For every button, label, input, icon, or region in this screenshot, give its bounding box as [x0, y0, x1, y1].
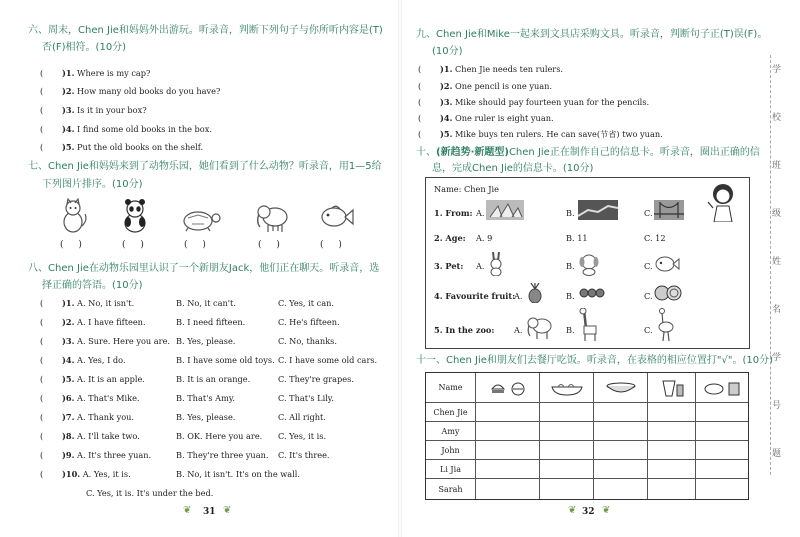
table-header-food — [476, 373, 540, 403]
option-b[interactable]: B. — [566, 325, 575, 335]
check-cell[interactable] — [540, 422, 594, 441]
sec7-heading-line1: 七、Chen Jie和妈妈来到了动物乐园，她们看到了什么动物？听录音，用1—5给 — [28, 161, 382, 172]
list-item: )5. Mike buys ten rulers. He can save(节省) two yuan. — [440, 129, 663, 139]
list-item: )8. A. I'll take two. — [62, 431, 140, 441]
option-a[interactable]: A. — [514, 325, 523, 335]
bridge-icon — [654, 200, 684, 220]
rabbit-icon — [486, 250, 506, 276]
list-item: )10. A. Yes, it is. — [62, 469, 131, 479]
option-b: B. No, it can't. — [176, 298, 236, 308]
sec9-heading-line1: 九、Chen Jie和Mike一起来到文具店采购文具。听录音，判断句子正(T)误(F)。 — [416, 29, 768, 40]
table-row-name: Sarah — [426, 479, 476, 499]
list-item: )1. Chen Jie needs ten rulers. — [440, 64, 564, 74]
check-cell[interactable] — [540, 460, 594, 479]
option-b: B. Yes, please. — [176, 336, 236, 346]
list-item: )7. A. Thank you. — [62, 412, 135, 422]
answer-slot[interactable]: ( ) — [258, 240, 286, 250]
list-item: )1. Where is my cap? — [62, 68, 151, 78]
orange-icon — [654, 284, 682, 302]
table-header-food — [648, 373, 696, 403]
sec8-heading-line2: 择正确的答语。(10分) — [42, 280, 143, 291]
margin-char: 学 — [772, 65, 782, 75]
list-item: ( — [40, 142, 44, 152]
check-cell[interactable] — [540, 403, 594, 422]
list-item: )5. Put the old books on the shelf. — [62, 142, 204, 152]
sec7-heading-line2: 下列图片排序。(10分) — [42, 179, 143, 190]
option-b: B. I need fifteen. — [176, 317, 246, 327]
option-a[interactable]: A. — [476, 261, 485, 271]
fish-icon — [654, 254, 680, 274]
elephant-icon — [526, 314, 554, 340]
option-b: B. They're three yuan. — [176, 450, 269, 460]
list-item: ( — [40, 68, 44, 78]
check-cell[interactable] — [476, 479, 540, 499]
check-cell[interactable] — [648, 460, 696, 479]
answer-slot[interactable]: ( ) — [320, 240, 348, 250]
list-item: )9. A. It's three yuan. — [62, 450, 152, 460]
girl-avatar-icon — [706, 182, 740, 222]
turtle-icon — [178, 206, 222, 232]
sec10-heading-line2: 息，完成Chen Jie的信息卡。(10分) — [432, 163, 594, 174]
option-b[interactable]: B. — [566, 261, 575, 271]
option-b[interactable]: B. — [566, 291, 575, 301]
option-c: C. Yes, it is. — [278, 431, 327, 441]
sec8-heading-line1: 八、Chen Jie在动物乐园里认识了一个新朋友Jack，他们正在聊天。听录音，选 — [28, 263, 380, 274]
answer-slot[interactable]: ( ) — [60, 240, 88, 250]
cat-icon — [58, 198, 88, 234]
option-b: B. I have some old toys. — [176, 355, 275, 365]
table-row-name: Chen Jie — [426, 403, 476, 422]
dog-icon — [578, 252, 600, 276]
table-row-name: Amy — [426, 422, 476, 441]
check-cell[interactable] — [648, 441, 696, 460]
food-table — [425, 372, 749, 500]
leaf-icon: ❦ — [183, 505, 192, 516]
book-gutter — [398, 0, 402, 537]
info-row-label: 4. Favourite fruit: — [434, 291, 516, 301]
ostrich-icon — [654, 308, 676, 342]
list-item: ( — [40, 86, 44, 96]
fish-icon — [318, 200, 354, 234]
option-c[interactable]: C. — [644, 208, 653, 218]
answer-slot[interactable]: ( ) — [184, 240, 212, 250]
check-cell[interactable] — [648, 479, 696, 499]
sec11-heading: 十一、Chen Jie和朋友们去餐厅吃饭。听录音，在表格的相应位置打"√"。(10分) — [416, 355, 773, 366]
option-c: C. I have some old cars. — [278, 355, 378, 365]
option-c: C. They're grapes. — [278, 374, 354, 384]
option-c: C. He's fifteen. — [278, 317, 340, 327]
check-cell[interactable] — [540, 479, 594, 499]
leaf-icon: ❦ — [223, 505, 232, 516]
margin-char: 级 — [772, 209, 782, 219]
margin-char: 班 — [772, 161, 782, 171]
pineapple-icon — [526, 283, 544, 303]
sec6-heading-line2: 否(F)相符。(10分) — [42, 42, 127, 53]
grapes-icon — [578, 284, 606, 302]
giraffe-icon — [578, 308, 600, 342]
sec9-heading-line2: (10分) — [432, 46, 463, 57]
option-c[interactable]: C. — [644, 261, 653, 271]
option-c: C. Yes, it is. It's under the bed. — [86, 488, 214, 498]
elephant-icon — [255, 200, 291, 234]
option-c: C. That's Lily. — [278, 393, 334, 403]
check-cell[interactable] — [540, 441, 594, 460]
option-b: B. No, it isn't. It's on the wall. — [176, 469, 300, 479]
option-b[interactable]: B. 11 — [566, 233, 588, 243]
table-row-name: John — [426, 441, 476, 460]
opera-house-icon — [486, 200, 524, 220]
option-a[interactable]: A. 9 — [476, 233, 493, 243]
list-item: ( — [40, 124, 44, 134]
panda-icon — [120, 198, 150, 234]
table-header-name: Name — [426, 373, 476, 403]
margin-char: 校 — [772, 113, 782, 123]
option-b: B. It is an orange. — [176, 374, 251, 384]
list-item: )6. A. That's Mike. — [62, 393, 140, 403]
list-item: )2. A. I have fifteen. — [62, 317, 146, 327]
check-cell[interactable] — [476, 403, 540, 422]
option-c: C. It's three. — [278, 450, 330, 460]
table-header-food — [540, 373, 594, 403]
list-item: )3. Mike should pay fourteen yuan for the pencils. — [440, 97, 650, 107]
info-row-label: 3. Pet: — [434, 261, 464, 271]
check-cell[interactable] — [696, 479, 748, 499]
info-row-label: 5. In the zoo: — [434, 325, 495, 335]
hamburger-icon — [488, 380, 528, 396]
option-c[interactable]: C. — [644, 291, 653, 301]
check-cell[interactable] — [696, 441, 748, 460]
sec6-heading-line1: 六、周末，Chen Jie和妈妈外出游玩。听录音，判断下列句子与你所听内容是(T) — [28, 25, 383, 36]
margin-char: 题 — [772, 449, 782, 459]
option-c: C. Yes, it can. — [278, 298, 334, 308]
check-cell[interactable] — [696, 403, 748, 422]
info-row-label: 2. Age: — [434, 233, 466, 243]
option-b: B. That's Amy. — [176, 393, 235, 403]
check-cell[interactable] — [476, 460, 540, 479]
table-row-name: Li Jia — [426, 460, 476, 479]
margin-char: 学 — [772, 353, 782, 363]
margin-char: 姓 — [772, 257, 782, 267]
check-cell[interactable] — [594, 441, 648, 460]
option-b: B. OK. Here you are. — [176, 431, 263, 441]
list-item: )3. Is it in your box? — [62, 105, 147, 115]
option-c[interactable]: C. — [644, 325, 653, 335]
list-item: )5. A. It is an apple. — [62, 374, 145, 384]
list-item: )2. How many old books do you have? — [62, 86, 221, 96]
check-cell[interactable] — [594, 479, 648, 499]
info-row-label: 1. From: — [434, 208, 473, 218]
noodles-icon — [549, 380, 585, 396]
option-c: C. No, thanks. — [278, 336, 337, 346]
option-c[interactable]: C. 12 — [644, 233, 666, 243]
left-page: 六、周末，Chen Jie和妈妈外出游玩。听录音，判断下列句子与你所听内容是(T) 否(F)相符。(10分) ( )1. Where is my cap? ( )2. How many old books do you have? ( )3. Is it in your box? ( )4. I find some old books in the box. ( )5. Put the old books on the shelf. 七、Chen Jie和妈妈来到了动物乐园，她们看到了什么动物？听录音，用1—5给 下列图片排序。(10分) ( ) ( ) ( ) ( ) ( ) 八、Chen Jie在动物乐园里认识了一个新朋友Jack，他们正在聊天。听录音，选 择正确的答语。(10分) ( )1. A. No, it isn't. B. No, it can't. C. Yes, it can. ( )2. A. I have fifteen. B. I need fifteen. C. He's fifteen. ( )3. A. Sure. Here you are. B. Yes, please. C. No, thanks. ( )4. A. Yes, I do. B. I have some old toys. C. I have some old cars. ( )5. A. It is an apple. B. It is an orange. C. They're grapes. ( )6. A. That's Mike. B. That's Amy. C. That's Lily. ( )7. A. Thank you. B. Yes, please. C. All right. ( )8. A. I'll take two. B. OK. Here you are. C. Yes, it is. ( )9. A. It's three yuan. B. They're three yuan. C. It's three. ( )10. A. Yes, it is. B. No, it isn't. It's on the wall. C. Yes, it is. It's under the bed. ❦ 31 ❦ — [0, 0, 400, 537]
option-a[interactable]: A. — [476, 208, 485, 218]
check-cell[interactable] — [594, 422, 648, 441]
juice-cup-icon — [657, 379, 687, 397]
page-number: 31 — [203, 507, 216, 517]
list-item: )2. One pencil is one yuan. — [440, 81, 552, 91]
answer-slot[interactable]: ( ) — [122, 240, 150, 250]
list-item: )4. I find some old books in the box. — [62, 124, 212, 134]
option-c: C. All right. — [278, 412, 326, 422]
leaf-icon: ❦ — [602, 505, 611, 516]
check-cell[interactable] — [476, 441, 540, 460]
great-wall-icon — [578, 200, 618, 220]
option-b[interactable]: B. — [566, 208, 575, 218]
list-item: )3. A. Sure. Here you are. — [62, 336, 171, 346]
page-number: 32 — [582, 507, 595, 517]
cake-icon — [702, 380, 742, 396]
check-cell[interactable] — [696, 422, 748, 441]
check-cell[interactable] — [594, 403, 648, 422]
check-cell[interactable] — [594, 460, 648, 479]
check-cell[interactable] — [648, 403, 696, 422]
table-header-food — [696, 373, 748, 403]
margin-char: 号 — [772, 401, 782, 411]
check-cell[interactable] — [476, 422, 540, 441]
option-b: B. Yes, please. — [176, 412, 236, 422]
check-cell[interactable] — [648, 422, 696, 441]
option-a[interactable]: A. — [514, 291, 523, 301]
sec10-heading-line1: 十、(新趋势·新题型)Chen Jie正在制作自己的信息卡。听录音，圈出正确的信 — [416, 147, 760, 158]
list-item: )1. A. No, it isn't. — [62, 298, 135, 308]
info-card — [425, 177, 750, 349]
margin-char: 名 — [772, 305, 782, 315]
leaf-icon: ❦ — [568, 505, 577, 516]
list-item: ( — [40, 105, 44, 115]
list-item: )4. One ruler is eight yuan. — [440, 113, 554, 123]
name-label: Name: Chen Jie — [434, 184, 500, 194]
list-item: )4. A. Yes, I do. — [62, 355, 126, 365]
rice-bowl-icon — [603, 380, 639, 396]
check-cell[interactable] — [696, 460, 748, 479]
table-header-food — [594, 373, 648, 403]
